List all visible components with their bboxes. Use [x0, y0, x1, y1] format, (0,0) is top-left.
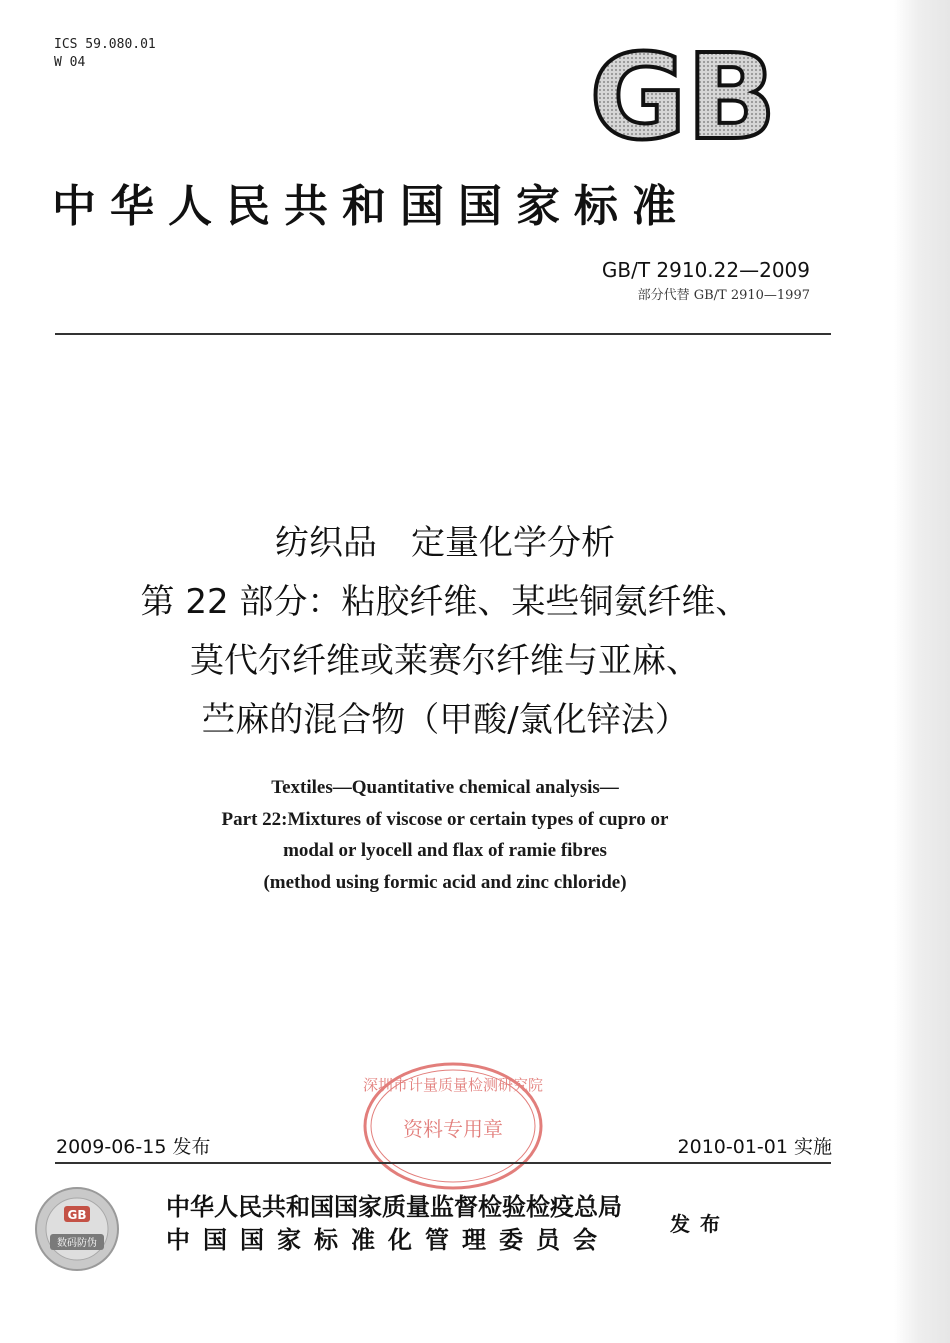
title-zh-line: 第 22 部分：粘胶纤维、某些铜氨纤维、 [140, 582, 750, 622]
title-en-line: (method using formic acid and zinc chloride) [263, 871, 627, 893]
classification-codes [54, 36, 156, 72]
anti-counterfeit-seal [34, 1186, 120, 1272]
title-zh-line: 莫代尔纤维或莱赛尔纤维与亚麻、 [190, 641, 700, 681]
seal-logo-text: GB [67, 1208, 87, 1222]
seal-label: 数码防伪 [57, 1238, 97, 1249]
title-en-line: Part 22:Mixtures of viscose or certain types of cupro or [221, 808, 669, 830]
issuer-line: 中国国家标准化管理委员会 [166, 1225, 610, 1254]
publish-label: 发布 [670, 1212, 730, 1236]
stamp-ring-text: 深圳市计量质量检测研究院 [362, 1076, 544, 1094]
issuing-organizations [166, 1190, 622, 1256]
header-divider [55, 333, 831, 335]
stamp-center-text: 资料专用章 [403, 1117, 503, 1141]
title-en-line: modal or lyocell and flax of ramie fibres [283, 840, 607, 861]
red-document-stamp [360, 1060, 546, 1192]
title-zh-line: 纺织品 定量化学分析 [275, 523, 615, 563]
title-english [0, 772, 890, 898]
issuer-line: 中华人民共和国国家质量监督检验检疫总局 [166, 1192, 622, 1221]
footer-divider [55, 1162, 831, 1164]
ics-code: ICS 59.080.01 [54, 37, 156, 52]
standard-number: GB/T 2910.22—2009 [601, 258, 810, 282]
category-code: W 04 [54, 55, 86, 70]
page-edge-shadow [894, 0, 950, 1343]
title-zh-line: 苎麻的混合物（甲酸/氯化锌法） [201, 700, 689, 740]
gb-logo-text: GB [590, 48, 776, 144]
standard-number-block [602, 258, 810, 303]
national-standard-title: 中华人民共和国国家标准 [52, 181, 690, 232]
issue-date: 2009-06-15 发布 [56, 1136, 211, 1158]
implementation-date: 2010-01-01 实施 [677, 1136, 832, 1158]
title-en-line: Textiles—Quantitative chemical analysis— [271, 777, 619, 798]
title-chinese [0, 514, 890, 750]
gb-logo [590, 48, 776, 144]
replaces-standard: 部分代替 GB/T 2910—1997 [637, 288, 810, 303]
